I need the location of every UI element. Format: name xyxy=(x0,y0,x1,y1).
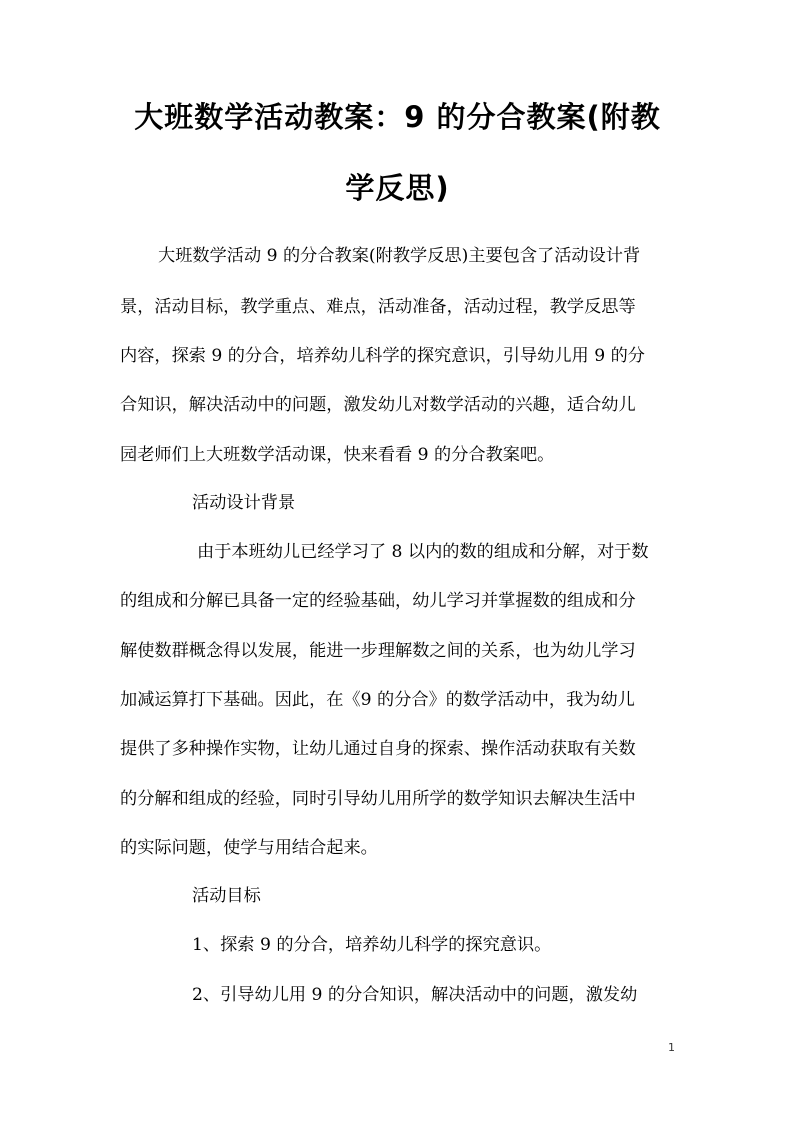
background-line: 的实际问题，使学与用结合起来。 xyxy=(120,838,378,858)
background-line: 加减运算打下基础。因此，在《9 的分合》的数学活动中，我为幼儿 xyxy=(120,690,635,710)
intro-line: 合知识，解决活动中的问题，激发幼儿对数学活动的兴趣，适合幼儿 xyxy=(120,395,636,415)
section-heading-goals: 活动目标 xyxy=(192,886,261,906)
background-line: 提供了多种操作实物，让幼儿通过自身的探索、操作活动获取有关数 xyxy=(120,739,636,759)
section-heading-background: 活动设计背景 xyxy=(192,493,296,513)
background-line: 的组成和分解已具备一定的经验基础，幼儿学习并掌握数的组成和分 xyxy=(120,591,636,611)
document-title-line-2: 学反思) xyxy=(345,171,450,205)
background-line: 由于本班幼儿已经学习了 8 以内的数的组成和分解，对于数 xyxy=(197,542,649,562)
goal-item: 2、引导幼儿用 9 的分合知识，解决活动中的问题，激发幼 xyxy=(192,985,638,1005)
intro-line: 园老师们上大班数学活动课，快来看看 9 的分合教案吧。 xyxy=(120,445,555,465)
background-line: 的分解和组成的经验，同时引导幼儿用所学的数学知识去解决生活中 xyxy=(120,789,636,809)
intro-line: 内容，探索 9 的分合，培养幼儿科学的探究意识，引导幼儿用 9 的分 xyxy=(120,346,645,366)
page-number: 1 xyxy=(668,1041,675,1054)
background-line: 解使数群概念得以发展，能进一步理解数之间的关系，也为幼儿学习 xyxy=(120,641,636,661)
goal-item: 1、探索 9 的分合，培养幼儿科学的探究意识。 xyxy=(192,935,552,955)
document-title-line-1: 大班数学活动教案：9 的分合教案(附教 xyxy=(134,100,661,134)
intro-line: 景，活动目标，教学重点、难点，活动准备，活动过程，教学反思等 xyxy=(120,297,636,317)
intro-line: 大班数学活动 9 的分合教案(附教学反思)主要包含了活动设计背 xyxy=(158,246,641,266)
